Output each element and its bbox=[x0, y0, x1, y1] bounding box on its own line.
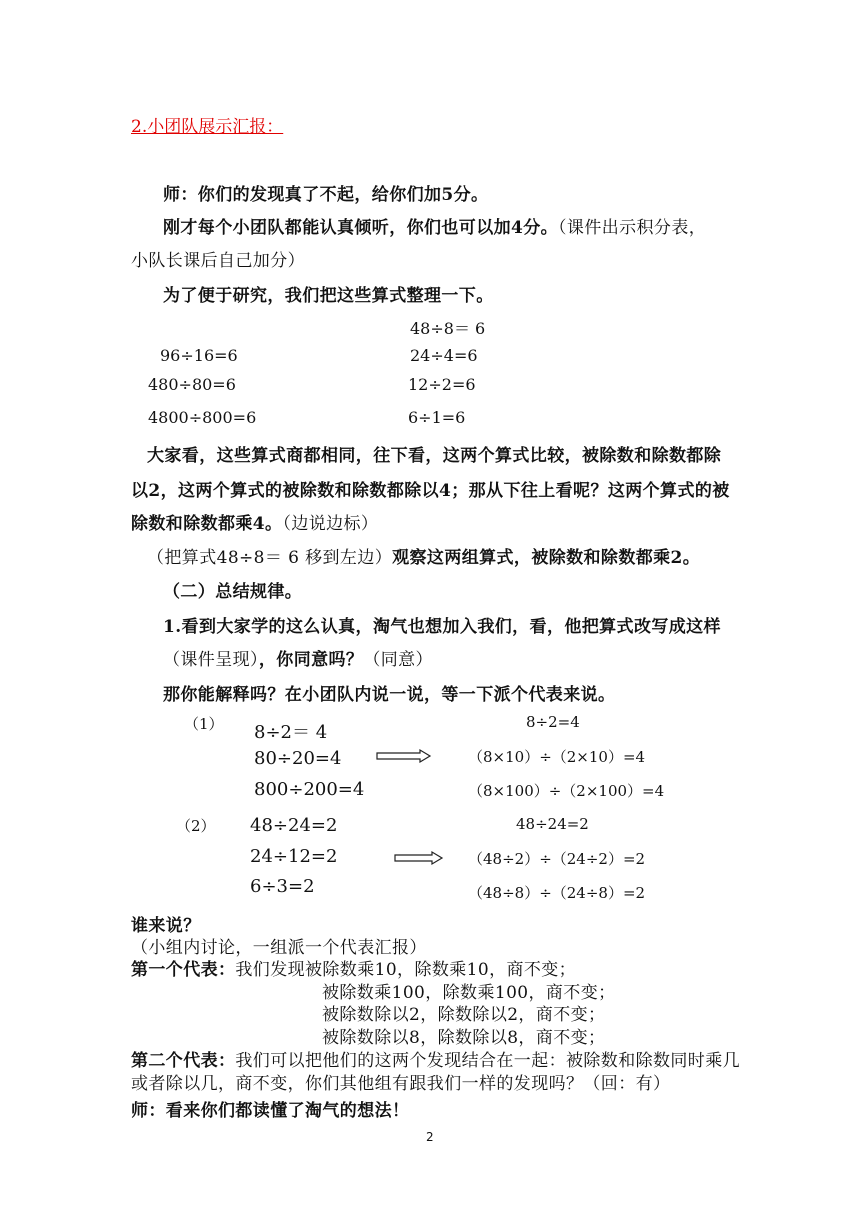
rep2-line-2: 或者除以几，商不变，你们其他组有跟我们一样的发现吗？（回：有） bbox=[131, 1074, 671, 1094]
closing-line: 师：看来你们都读懂了淘气的想法！ bbox=[131, 1101, 410, 1121]
example1-right-1: 8÷2=4 bbox=[526, 713, 580, 731]
example2-label: （2） bbox=[176, 817, 216, 835]
intro-p2-cont: 小队长课后自己加分） bbox=[131, 251, 305, 271]
intro-p2 bbox=[163, 213, 706, 238]
intro-p2-note: （课件出示积分表， bbox=[558, 218, 707, 238]
example1-right-3: （8×100）÷（2×100）=4 bbox=[468, 782, 665, 800]
section-title: 2.小团队展示汇报： bbox=[131, 117, 284, 137]
intro-p1: 师：你们的发现真了不起，给你们加5分。 bbox=[163, 185, 489, 205]
example1-left-1: 8÷2＝ 4 bbox=[254, 722, 328, 743]
arrow-icon bbox=[394, 850, 444, 866]
example1-left-3: 800÷200=4 bbox=[254, 779, 365, 800]
look-line-3-note: （边说边标） bbox=[282, 514, 379, 534]
look-line-4 bbox=[147, 543, 700, 568]
example2-right-1: 48÷24=2 bbox=[516, 815, 589, 833]
rep1-text-1: 我们发现被除数乘10，除数乘10，商不变； bbox=[235, 960, 577, 980]
item1-line-2-note: （课件呈现） bbox=[163, 650, 259, 670]
rep2-line-1 bbox=[131, 1046, 740, 1071]
summary-heading: （二）总结规律。 bbox=[163, 582, 303, 602]
rep1-line-1 bbox=[131, 955, 576, 980]
example2-right-3: （48÷8）÷（24÷8）=2 bbox=[468, 884, 646, 902]
item1-line-3: 那你能解释吗？在小团队内说一说，等一下派个代表来说。 bbox=[163, 685, 616, 705]
look-line-4-note: （把算式48÷8＝ 6 移到左边） bbox=[147, 548, 393, 568]
example1-left-2: 80÷20=4 bbox=[254, 748, 342, 769]
left-eq-3: 4800÷800=6 bbox=[148, 408, 257, 427]
rep1-line-2: 被除数乘100，除数乘100，商不变； bbox=[322, 983, 616, 1003]
example2-right-2: （48÷2）÷（24÷2）=2 bbox=[468, 850, 646, 868]
item1-line-2 bbox=[163, 645, 433, 670]
rep1-line-4: 被除数除以8，除数除以8，商不变； bbox=[322, 1028, 606, 1048]
look-line-2: 以2，这两个算式的被除数和除数都除以4；那从下往上看呢？这两个算式的被 bbox=[131, 481, 730, 501]
discussion-note: （小组内讨论，一组派一个代表汇报） bbox=[131, 938, 427, 958]
who-speaks: 谁来说？ bbox=[131, 916, 201, 936]
intro-p2-main: 刚才每个小团队都能认真倾听，你们也可以加4分。 bbox=[163, 218, 559, 238]
example2-left-2: 24÷12=2 bbox=[250, 846, 338, 867]
example1-label: （1） bbox=[184, 715, 224, 733]
example2-left-3: 6÷3=2 bbox=[250, 876, 315, 897]
look-line-3-main: 除数和除数都乘4。 bbox=[131, 514, 283, 534]
right-eq-2: 24÷4=6 bbox=[410, 346, 478, 365]
look-line-4-main: 观察这两组算式，被除数和除数都乘2。 bbox=[392, 548, 701, 568]
right-eq-3: 12÷2=6 bbox=[408, 375, 476, 394]
rep2-text-1: 我们可以把他们的这两个发现结合在一起：被除数和除数同时乘几 bbox=[235, 1051, 741, 1071]
item1-line-1: 1.看到大家学的这么认真，淘气也想加入我们，看，他把算式改写成这样 bbox=[163, 617, 721, 637]
right-eq-4: 6÷1=6 bbox=[408, 408, 466, 427]
arrow-icon bbox=[376, 748, 432, 764]
rep1-label: 第一个代表： bbox=[131, 960, 236, 980]
item1-line-2-answer: （同意） bbox=[363, 650, 433, 670]
item1-line-2-main: ，你同意吗？ bbox=[258, 650, 364, 670]
page-number: 2 bbox=[426, 1130, 434, 1144]
look-line-1: 大家看，这些算式商都相同，往下看，这两个算式比较，被除数和除数都除 bbox=[147, 446, 722, 466]
example2-left-1: 48÷24=2 bbox=[250, 815, 338, 836]
look-line-3 bbox=[131, 509, 378, 534]
left-eq-1: 96÷16=6 bbox=[160, 346, 238, 365]
example1-right-2: （8×10）÷（2×10）=4 bbox=[468, 748, 646, 766]
right-eq-1: 48÷8＝ 6 bbox=[410, 319, 486, 338]
rep2-label: 第二个代表： bbox=[131, 1051, 236, 1071]
intro-p3: 为了便于研究，我们把这些算式整理一下。 bbox=[163, 286, 494, 306]
rep1-line-3: 被除数除以2，除数除以2，商不变； bbox=[322, 1005, 606, 1025]
left-eq-2: 480÷80=6 bbox=[148, 375, 236, 394]
